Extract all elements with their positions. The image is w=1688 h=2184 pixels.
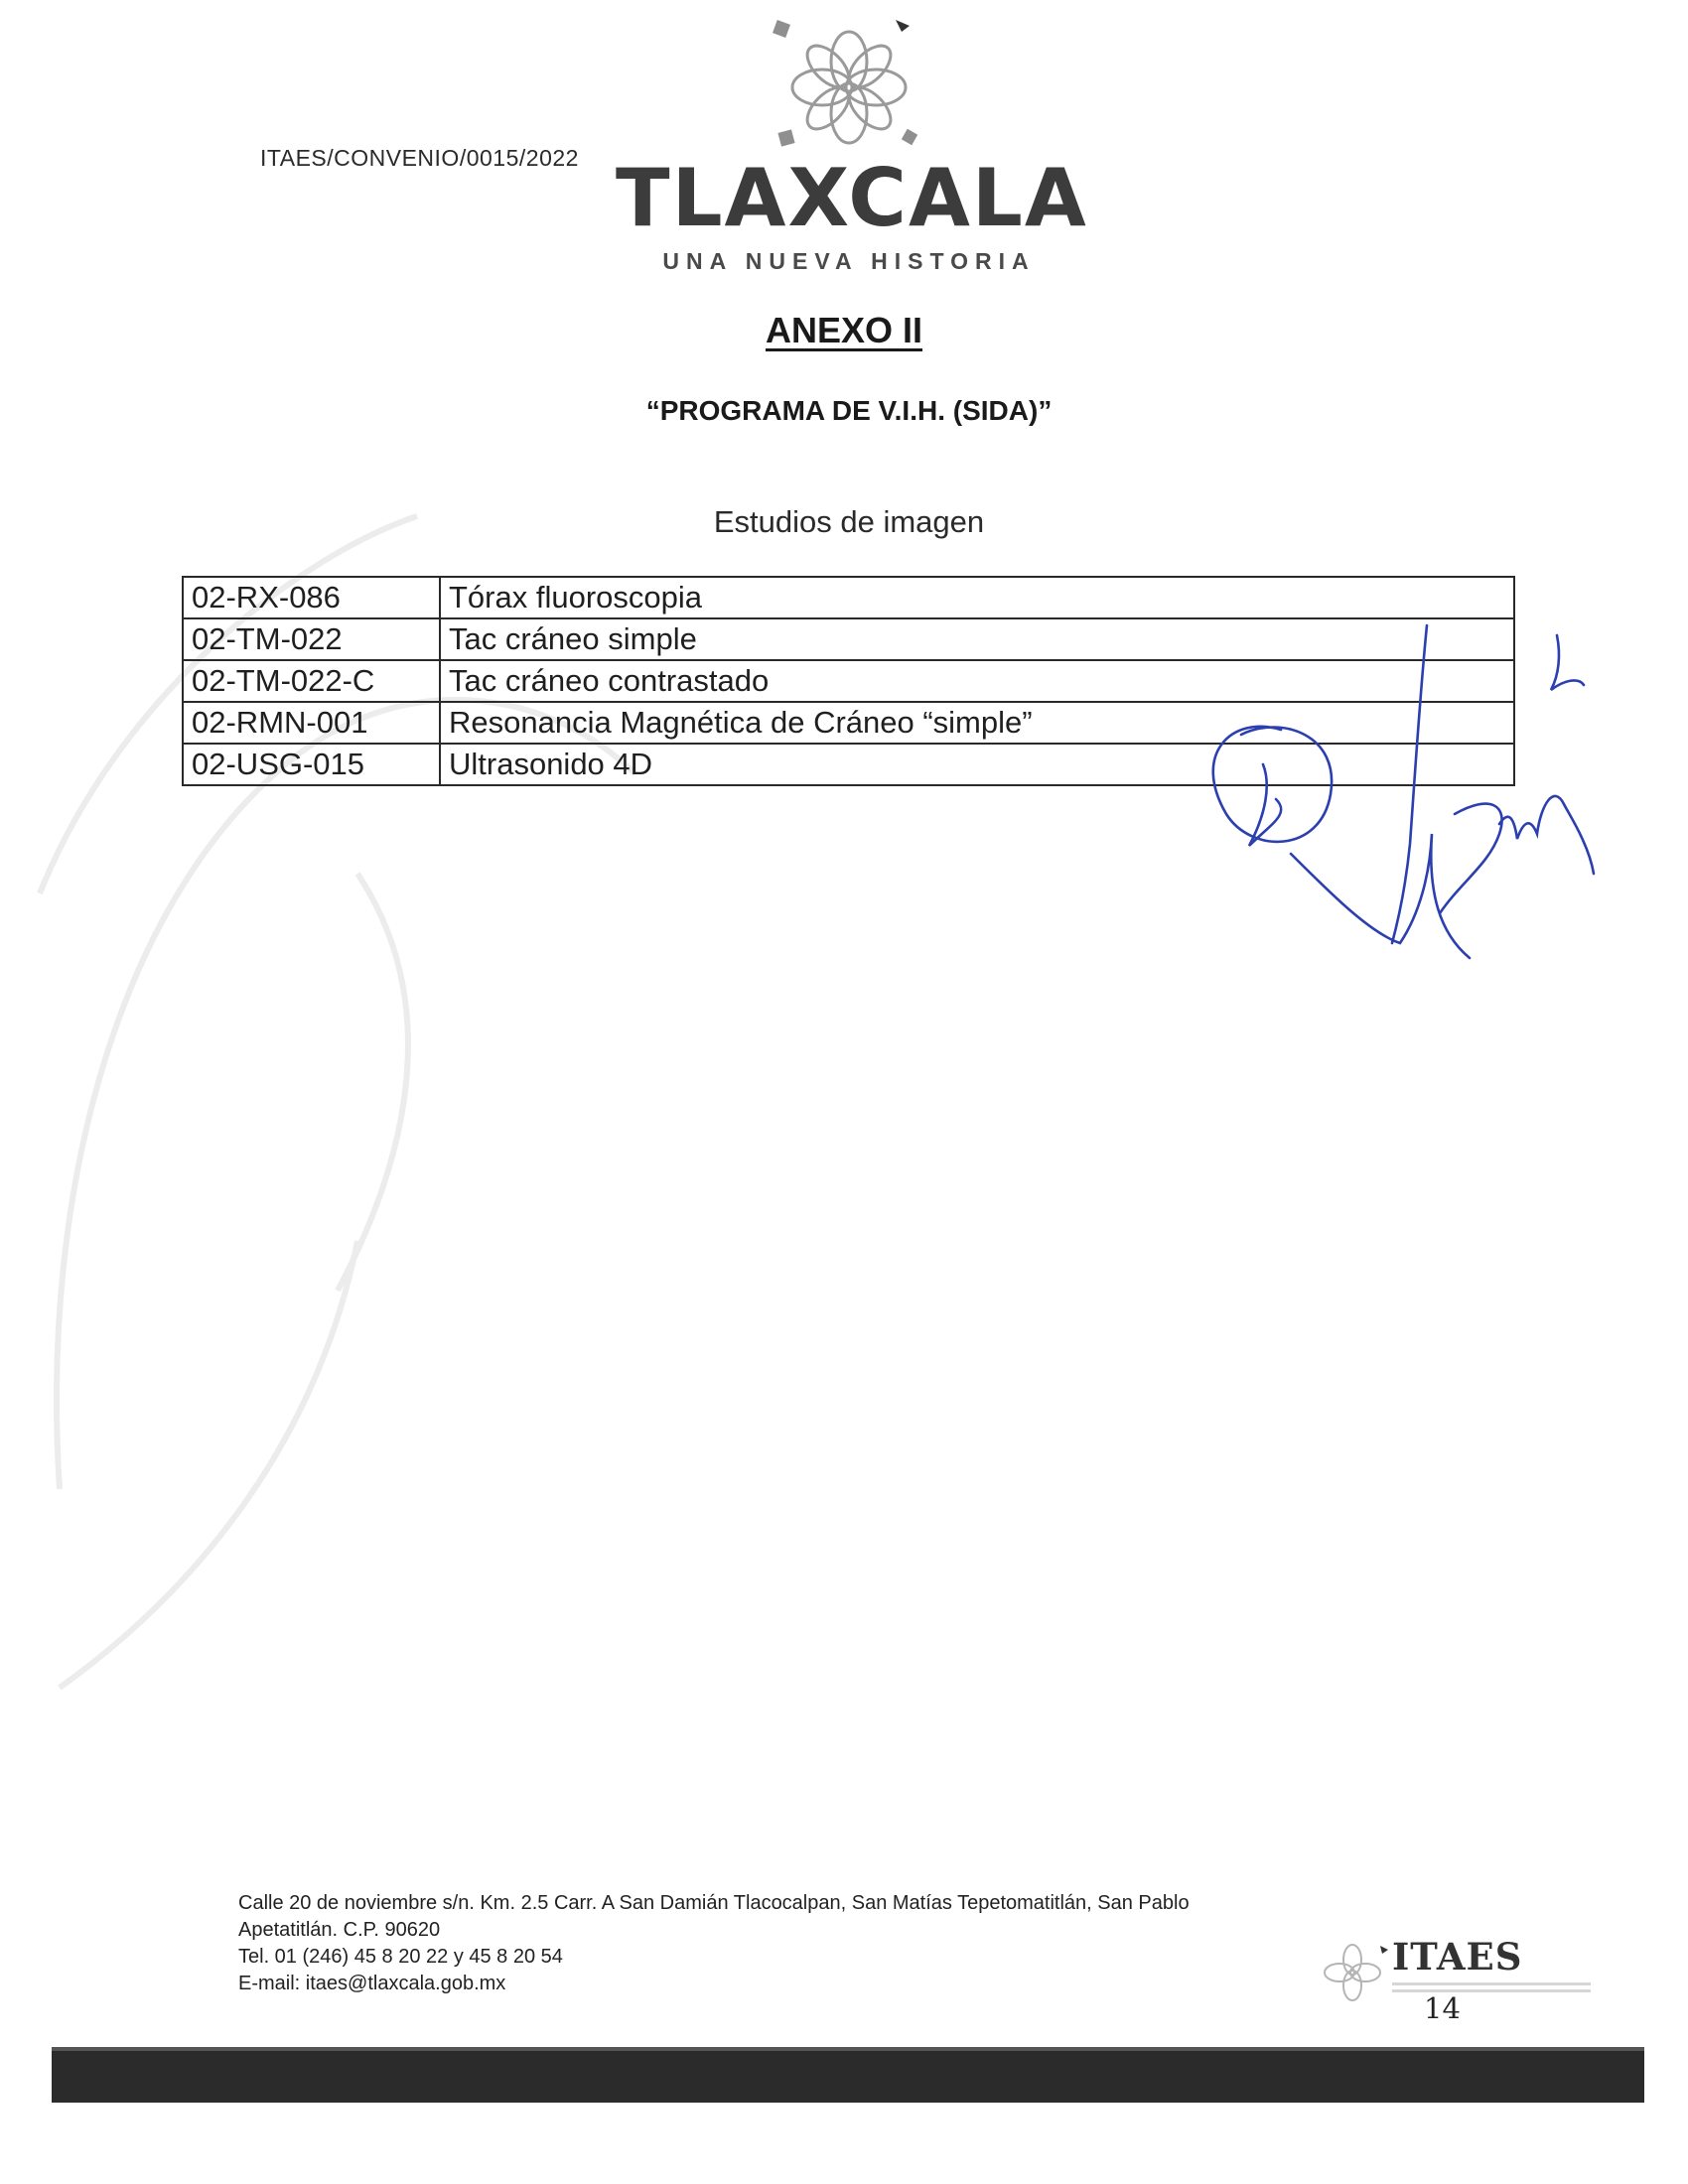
address-line-2: Apetatitlán. C.P. 90620	[238, 1919, 441, 1941]
study-description: Tac cráneo contrastado	[440, 660, 1514, 702]
email-line: E-mail: itaes@tlaxcala.gob.mx	[238, 1973, 506, 1994]
study-code: 02-TM-022	[183, 618, 440, 660]
study-description: Tórax fluoroscopia	[440, 577, 1514, 618]
table-row	[183, 577, 1514, 618]
reference-number: ITAES/CONVENIO/0015/2022	[260, 145, 579, 171]
study-code: 02-RMN-001	[183, 702, 440, 744]
handwritten-signatures	[1172, 615, 1628, 973]
study-code: 02-RX-086	[183, 577, 440, 618]
study-description: Ultrasonido 4D	[440, 744, 1514, 785]
study-description: Resonancia Magnética de Cráneo “simple”	[440, 702, 1514, 744]
study-code: 02-USG-015	[183, 744, 440, 785]
page-number: 14	[1424, 1991, 1461, 2025]
study-description: Tac cráneo simple	[440, 618, 1514, 660]
brand-block	[616, 152, 1088, 275]
annex-title: ANEXO II	[765, 310, 923, 350]
itaes-flower-logo	[1313, 1938, 1402, 2009]
brand-title: TLAXCALA	[616, 152, 1088, 244]
study-code: 02-TM-022-C	[183, 660, 440, 702]
program-title: “PROGRAMA DE V.I.H. (SIDA)”	[645, 395, 1053, 426]
phone-line: Tel. 01 (246) 45 8 20 22 y 45 8 20 54	[238, 1946, 563, 1968]
footer-bar-highlight	[52, 2047, 1644, 2051]
itaes-name: ITAES	[1392, 1935, 1523, 1979]
brand-subtitle: UNA NUEVA HISTORIA	[662, 248, 1036, 274]
footer-address	[238, 1890, 1190, 1997]
footer-bar	[52, 2047, 1644, 2103]
address-line-1: Calle 20 de noviembre s/n. Km. 2.5 Carr. A San Damián Tlacocalpan, San Matías Tepetomatitlán, San Pablo	[238, 1892, 1190, 1914]
tlaxcala-flower-logo	[765, 14, 933, 161]
section-title: Estudios de imagen	[713, 504, 985, 539]
